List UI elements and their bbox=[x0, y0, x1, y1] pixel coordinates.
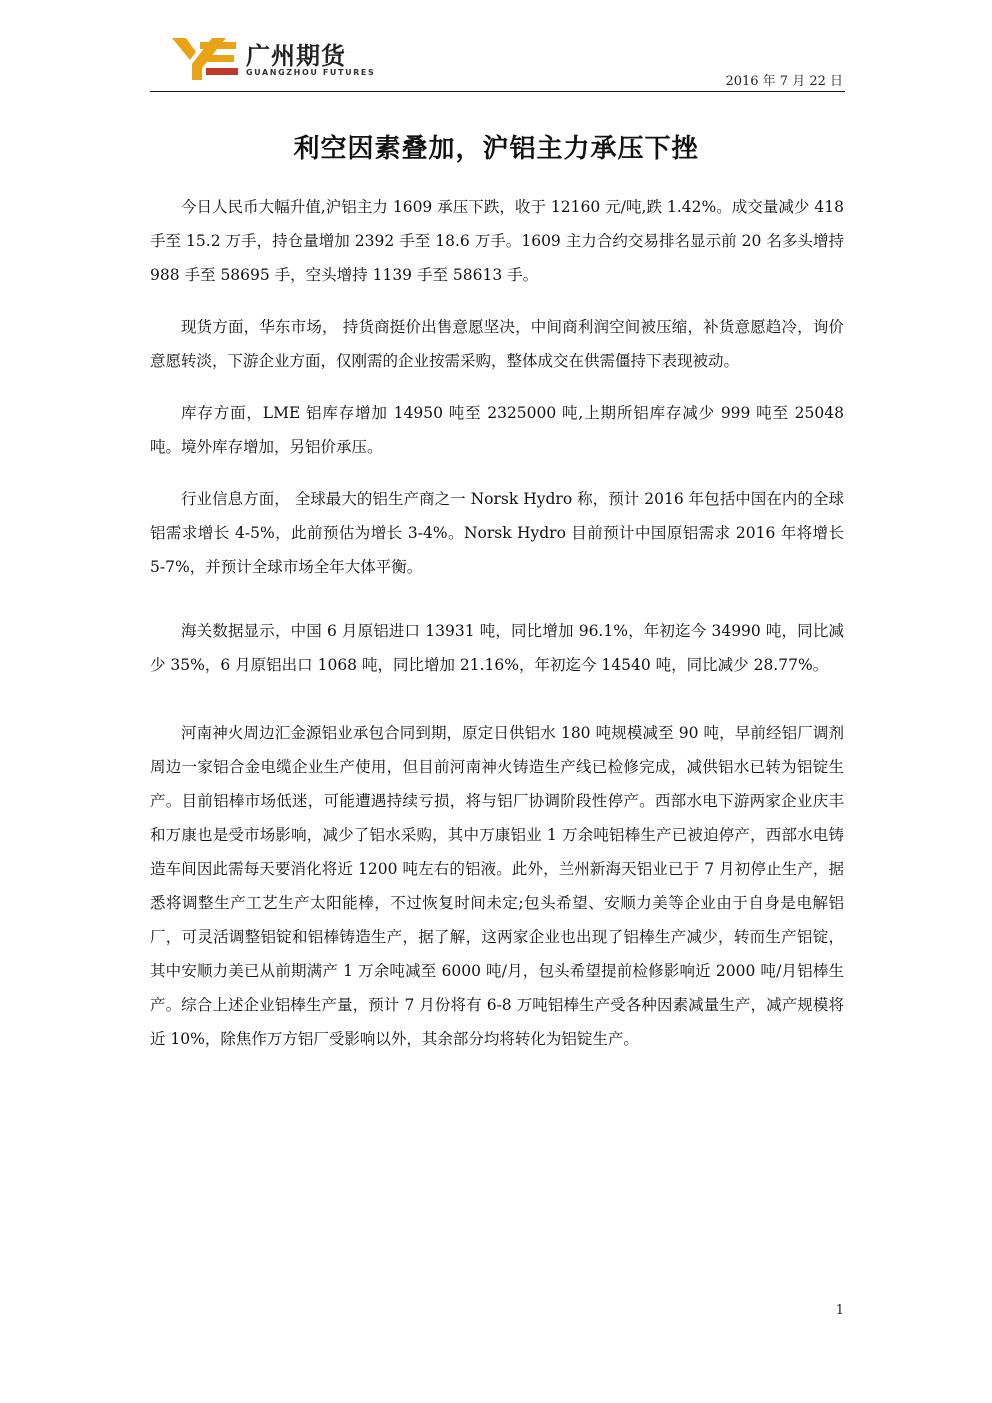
page-number: 1 bbox=[835, 1303, 844, 1318]
paragraph-industry-news: 行业信息方面， 全球最大的铝生产商之一 Norsk Hydro 称，预计 2016 年包括中国在内的全球铝需求增长 4-5%，此前预估为增长 3-4%。Norsk Hydro 目前预计中国原铝需求 2016 年将增长 5-7%，并预计全球市场全年大体平衡。 bbox=[150, 490, 844, 576]
guangzhou-futures-logo-icon bbox=[172, 38, 238, 84]
article-body bbox=[150, 190, 844, 1056]
article-title: 利空因素叠加，沪铝主力承压下挫 bbox=[293, 134, 699, 164]
header-divider bbox=[150, 91, 845, 92]
paragraph-production: 河南神火周边汇金源铝业承包合同到期，原定日供铝水 180 吨规模减至 90 吨，早前经铝厂调剂周边一家铝合金电缆企业生产使用，但目前河南神火铸造生产线已检修完成，减供铝水已转为铝锭生产。目前铝棒市场低迷，可能遭遇持续亏损，将与铝厂协调阶段性停产。西部水电下游两家企业庆丰和万康也是受市场影响，减少了铝水采购，其中万康铝业 1 万余吨铝棒生产已被迫停产，西部水电铸造车间因此需每天要消化将近 1200 吨左右的铝液。此外，兰州新海天铝业已于 7 月初停止生产，据悉将调整生产工艺生产太阳能棒，不过恢复时间未定;包头希望、安顺力美等企业由于自身是电解铝厂，可灵活调整铝锭和铝棒铸造生产，据了解，这两家企业也出现了铝棒生产减少，转而生产铝锭，其中安顺力美已从前期满产 1 万余吨减至 6000 吨/月，包头希望提前检修影响近 2000 吨/月铝棒生产。综合上述企业铝棒生产量，预计 7 月份将有 6-8 万吨铝棒生产受各种因素减量生产，减产规模将近 10%，除焦作万方铝厂受影响以外，其余部分均将转化为铝锭生产。 bbox=[150, 724, 844, 1048]
paragraph-inventory: 库存方面，LME 铝库存增加 14950 吨至 2325000 吨,上期所铝库存减少 999 吨至 25048 吨。境外库存增加，另铝价承压。 bbox=[150, 404, 844, 456]
report-date: 2016 年 7 月 22 日 bbox=[725, 74, 843, 89]
company-name-cn: 广州期货 bbox=[246, 42, 346, 70]
company-name-en: GUANGZHOU FUTURES bbox=[246, 68, 376, 77]
paragraph-market-summary: 今日人民币大幅升值,沪铝主力 1609 承压下跌，收于 12160 元/吨,跌 1.42%。成交量减少 418 手至 15.2 万手，持仓量增加 2392 手至 18.6 万手。1609 主力合约交易排名显示前 20 名多头增持 988 手至 58695 手，空头增持 1139 手至 58613 手。 bbox=[150, 198, 844, 284]
paragraph-spot-market: 现货方面，华东市场， 持货商挺价出售意愿坚决，中间商利润空间被压缩，补货意愿趋冷，询价意愿转淡，下游企业方面，仅刚需的企业按需采购，整体成交在供需僵持下表现被动。 bbox=[150, 318, 844, 370]
page-header bbox=[150, 34, 845, 94]
paragraph-customs-data: 海关数据显示，中国 6 月原铝进口 13931 吨，同比增加 96.1%，年初迄今 34990 吨，同比减少 35%，6 月原铝出口 1068 吨，同比增加 21.16%，年初迄今 14540 吨，同比减少 28.77%。 bbox=[150, 622, 844, 674]
